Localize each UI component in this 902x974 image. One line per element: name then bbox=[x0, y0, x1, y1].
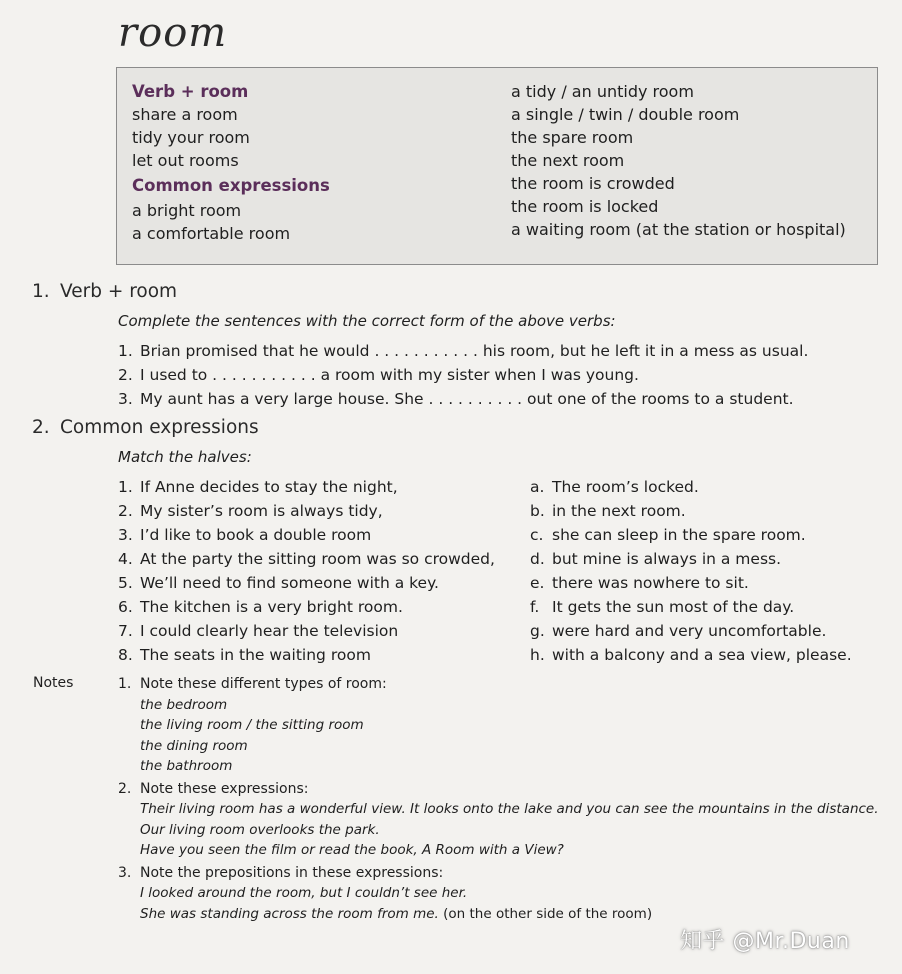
match-item: 5. We’ll need to find someone with a key. bbox=[118, 574, 439, 592]
match-item: 1. If Anne decides to stay the night, bbox=[118, 478, 398, 496]
note-example: the bedroom bbox=[140, 696, 228, 713]
vocabulary-box bbox=[116, 67, 878, 265]
note-heading: 1. Note these different types of room: bbox=[118, 676, 387, 692]
vocab-item: the next room bbox=[511, 151, 625, 170]
vocab-item: a comfortable room bbox=[132, 224, 291, 243]
section-1-instruction: Complete the sentences with the correct form of the above verbs: bbox=[118, 312, 616, 330]
page-title: room bbox=[118, 10, 228, 56]
note-example: Their living room has a wonderful view. It looks onto the lake and you can see the mountains in the distance. bbox=[140, 801, 879, 817]
vocab-item: a bright room bbox=[132, 201, 242, 220]
match-left-halves bbox=[118, 475, 495, 667]
notes-content bbox=[118, 674, 879, 924]
vocab-item: share a room bbox=[132, 105, 238, 124]
watermark: 知乎 @Mr.Duan bbox=[680, 929, 850, 954]
match-item: e. there was nowhere to sit. bbox=[530, 574, 749, 592]
vocab-item: a tidy / an untidy room bbox=[511, 82, 694, 101]
section-title: Verb + room bbox=[60, 281, 178, 302]
notes-label: Notes bbox=[33, 675, 74, 691]
note-example: Our living room overlooks the park. bbox=[140, 821, 380, 838]
match-item: 7. I could clearly hear the television bbox=[118, 622, 399, 640]
note-example: the bathroom bbox=[140, 758, 233, 774]
match-item: c. she can sleep in the spare room. bbox=[530, 526, 806, 544]
vocab-item: let out rooms bbox=[132, 151, 239, 170]
vocab-item: the room is crowded bbox=[511, 174, 675, 193]
vocabulary-left-column bbox=[132, 80, 330, 245]
match-item: a. The room’s locked. bbox=[530, 478, 699, 496]
vocab-item: a waiting room (at the station or hospital) bbox=[511, 220, 846, 239]
match-item: g. were hard and very uncomfortable. bbox=[530, 622, 827, 640]
match-right-halves bbox=[530, 475, 852, 667]
match-item: 4. At the party the sitting room was so crowded, bbox=[118, 550, 495, 568]
vocab-item: tidy your room bbox=[132, 128, 250, 147]
section-number: 2. bbox=[32, 417, 50, 438]
note-example: the living room / the sitting room bbox=[140, 717, 364, 733]
note-example: She was standing across the room from me. (on the other side of the room) bbox=[140, 905, 653, 922]
exercise-sentence: 3. My aunt has a very large house. She . . . . . . . . . . out one of the rooms to a student. bbox=[118, 390, 794, 408]
note-heading: 2. Note these expressions: bbox=[118, 780, 309, 797]
note-example: the dining room bbox=[140, 737, 248, 754]
vocab-item: a single / twin / double room bbox=[511, 105, 740, 124]
note-example: Have you seen the film or read the book, A Room with a View? bbox=[140, 842, 564, 858]
match-item: 6. The kitchen is a very bright room. bbox=[118, 598, 403, 616]
section-2-instruction: Match the halves: bbox=[118, 448, 252, 466]
match-item: d. but mine is always in a mess. bbox=[530, 550, 782, 568]
vocab-item: the spare room bbox=[511, 128, 634, 147]
note-example: I looked around the room, but I couldn’t see her. bbox=[140, 885, 468, 901]
section-1-heading bbox=[32, 281, 177, 302]
box-heading-verb-room: Verb + room bbox=[132, 82, 249, 101]
section-title: Common expressions bbox=[60, 417, 259, 438]
section-2-heading bbox=[32, 417, 259, 438]
section-1-sentences bbox=[118, 339, 808, 411]
exercise-sentence: 1. Brian promised that he would . . . . . . . . . . . his room, but he left it in a mess as usual. bbox=[118, 342, 809, 360]
box-heading-common-expressions: Common expressions bbox=[132, 176, 330, 195]
vocabulary-right-column bbox=[511, 80, 846, 241]
vocab-item: the room is locked bbox=[511, 197, 659, 216]
match-item: f. It gets the sun most of the day. bbox=[530, 598, 795, 616]
match-item: h. with a balcony and a sea view, please. bbox=[530, 646, 852, 664]
exercise-sentence: 2. I used to . . . . . . . . . . . a room with my sister when I was young. bbox=[118, 366, 639, 384]
match-item: 8. The seats in the waiting room bbox=[118, 646, 371, 664]
match-item: 2. My sister’s room is always tidy, bbox=[118, 502, 383, 520]
note-heading: 3. Note the prepositions in these expressions: bbox=[118, 864, 444, 881]
match-item: b. in the next room. bbox=[530, 502, 686, 520]
section-number: 1. bbox=[32, 281, 50, 302]
match-item: 3. I’d like to book a double room bbox=[118, 526, 372, 544]
